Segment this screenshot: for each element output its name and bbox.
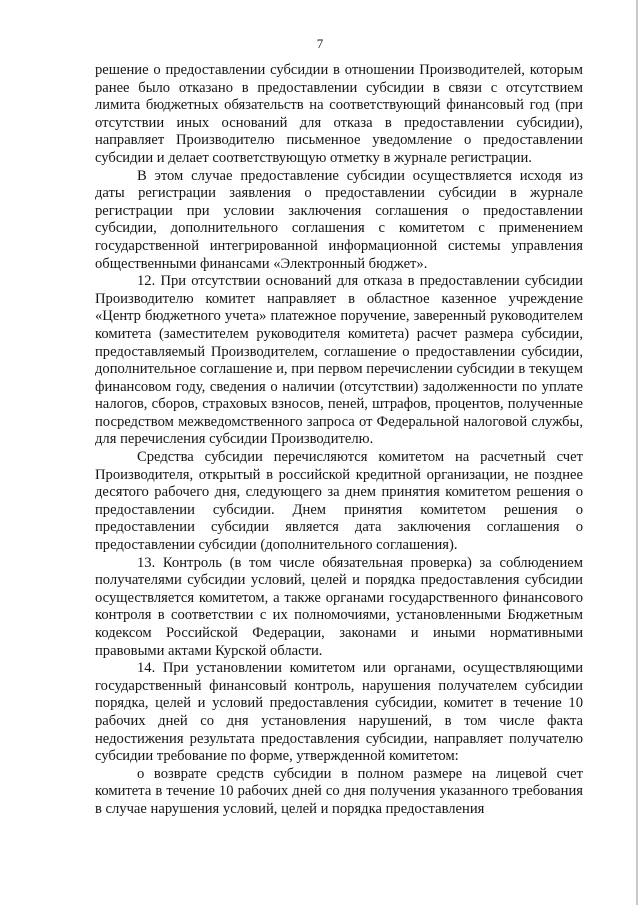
paragraph-refund-requirement: о возврате средств субсидии в полном размере на лицевой счет комитета в течение 10 рабочих дней со дня получения указанного требования в случае нарушения условий, целей и порядка предоставления	[95, 765, 583, 817]
page-number: 7	[316, 36, 324, 51]
paragraph-registration-order: В этом случае предоставление субсидии осуществляется исходя из даты регистрации заявления о предоставлении субсидии в журнале регистрации при условии заключения соглашения о предоставлении субсидии, дополнительного соглашения с комитетом с применением государственной интегрированной информационной системы управления общественными финансами «Электронный бюджет».	[95, 167, 583, 272]
paragraph-item-13: 13. Контроль (в том числе обязательная проверка) за соблюдением получателями субсидии условий, целей и порядка предоставления субсидии осуществляется комитетом, а также органами государственного финансового контроля в соответствии с их полномочиями, установленными Бюджетным кодексом Российской Федерации, законами и иными нормативными правовыми актами Курской области.	[95, 554, 583, 659]
paragraph-transfer-funds: Средства субсидии перечисляются комитетом на расчетный счет Производителя, открытый в российской кредитной организации, не позднее десятого рабочего дня, следующего за днем принятия комитетом решения о предоставлении субсидии. Днем принятия комитетом решения о предоставлении субсидии является дата заключения соглашения о предоставлении субсидии (дополнительного соглашения).	[95, 449, 583, 554]
paragraph-item-14: 14. При установлении комитетом или органами, осуществляющими государственный финансовый контроль, нарушения получателем субсидии порядка, целей и условий предоставления субсидии, комитет в течение 10 рабочих дней со дня установления нарушений, в том числе факта недостижения результата предоставления субсидии, направляет получателю субсидии требование по форме, утвержденной комитетом:	[95, 660, 583, 765]
paragraph-item-12: 12. При отсутствии оснований для отказа в предоставлении субсидии Производителю комитет направляет в областное казенное учреждение «Центр бюджетного учета» платежное поручение, заверенный руководителем комитета (заместителем руководителя комитета) расчет размера субсидии, предоставляемый Производителем, соглашение о предоставлении субсидии, дополнительное соглашение и, при первом перечислении субсидии в текущем финансовом году, сведения о наличии (отсутствии) задолженности по уплате налогов, сборов, страховых взносов, пеней, штрафов, процентов, полученные посредством межведомственного запроса от Федеральной налоговой службы, для перечисления субсидии Производителю.	[95, 273, 583, 448]
paragraph-continuation: решение о предоставлении субсидии в отношении Производителей, которым ранее было отказано в предоставлении субсидии в связи с отсутствием лимита бюджетных обязательств на соответствующий финансовый год (при отсутствии иных оснований для отказа в предоставлении субсидии), направляет Производителю письменное уведомление о предоставлении субсидии и делает соответствующую отметку в журнале регистрации.	[95, 62, 583, 166]
document-body	[95, 62, 583, 819]
scan-edge-line	[636, 0, 638, 905]
